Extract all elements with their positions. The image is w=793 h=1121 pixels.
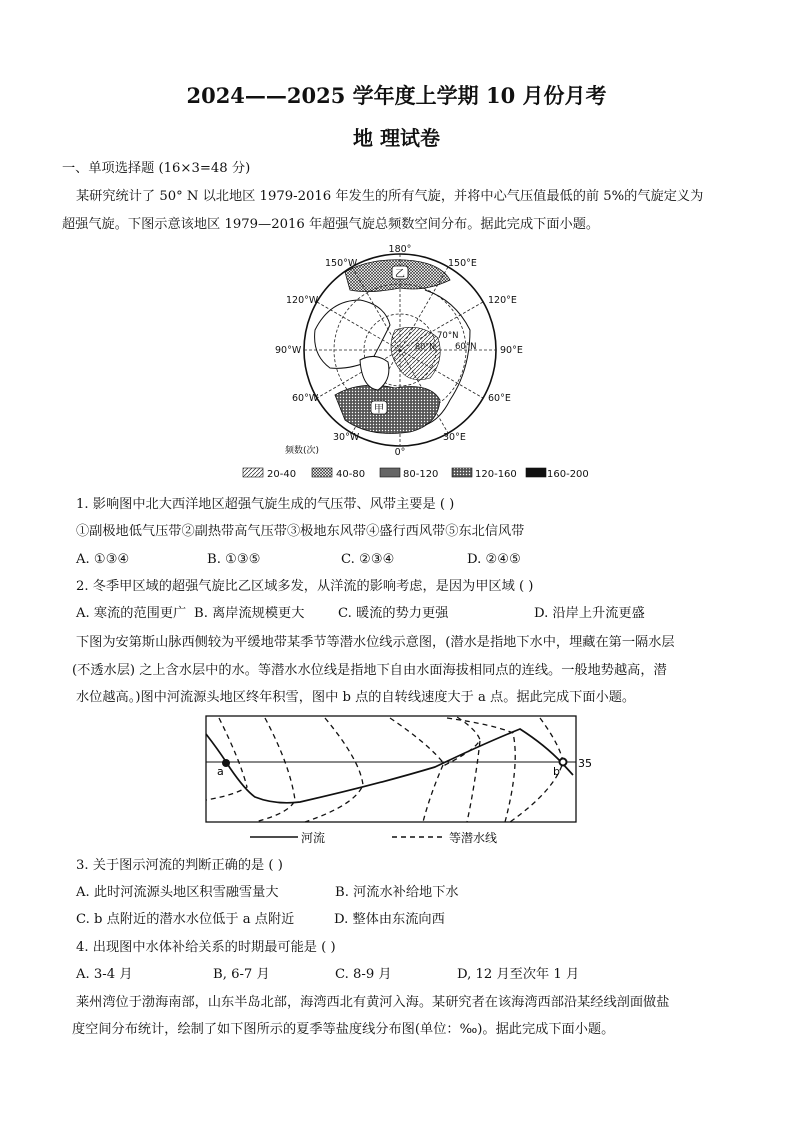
lon-label-30w: 30°W (333, 432, 360, 443)
q2-option-c[interactable]: C. 暖流的势力更强 (338, 606, 449, 621)
legend-swatch-40-80 (312, 468, 332, 477)
exam-subtitle: 地 理试卷 (353, 126, 440, 150)
legend-label-160-200: 160-200 (547, 469, 589, 480)
polar-cyclone-map (0, 240, 793, 480)
legend-label-40-80: 40-80 (336, 469, 366, 480)
groundwater-isoline-diagram (195, 705, 595, 850)
passage2-line-3: 水位越高。)图中河流源头地区终年积雪，图中 b 点的自转线速度大于 a 点。据此完成下面小题。 (76, 690, 636, 705)
region-label-jia: 甲 (374, 404, 384, 415)
legend-label-120-160: 120-160 (475, 469, 517, 480)
q1-stem: 1. 影响图中北大西洋地区超强气旋生成的气压带、风带主要是 ( ) (76, 497, 455, 512)
legend-swatch-120-160 (452, 468, 472, 477)
legend-swatch-80-120 (380, 468, 400, 477)
q2-option-d[interactable]: D. 沿岸上升流更盛 (534, 606, 645, 621)
q2-option-a[interactable]: A. 寒流的范围更广 (76, 606, 187, 621)
lon-label-150w: 150°W (325, 258, 358, 269)
q4-option-c[interactable]: C. 8-9 月 (335, 967, 392, 982)
point-a-label: a (217, 765, 224, 778)
q3-option-a[interactable]: A. 此时河流源头地区积雪融雪量大 (76, 885, 279, 900)
passage1-line-1: 某研究统计了 50° N 以北地区 1979-2016 年发生的所有气旋，并将中心气压值最低的前 5%的气旋定义为 (76, 189, 704, 204)
lon-label-90w: 90°W (275, 345, 302, 356)
point-b-label: b (553, 765, 560, 778)
diagram-frame (206, 716, 576, 822)
lon-label-90e: 90°E (500, 345, 523, 356)
q4-stem: 4. 出现图中水体补给关系的时期最可能是 ( ) (76, 940, 336, 955)
legend-isoline-label: 等潜水线 (449, 831, 498, 845)
lon-label-120w: 120°W (286, 295, 319, 306)
q1-option-a[interactable]: A. ①③④ (76, 552, 130, 567)
q4-option-d[interactable]: D, 12 月至次年 1 月 (457, 967, 580, 982)
q3-stem: 3. 关于图示河流的判断正确的是 ( ) (76, 858, 283, 873)
passage3-line-1: 莱州湾位于渤海南部，山东半岛北部，海湾西北有黄河入海。某研究者在该海湾西部沿某经线剖面做盐 (76, 995, 670, 1010)
passage3-line-2: 度空间分布统计，绘制了如下图所示的夏季等盐度线分布图(单位：‰)。据此完成下面小题。 (72, 1022, 615, 1037)
figure1-legend (240, 464, 589, 482)
q2-stem: 2. 冬季甲区域的超强气旋比乙区域多发，从洋流的影响考虑，是因为甲区域 ( ) (76, 579, 534, 594)
region-label-yi: 乙 (395, 269, 405, 280)
q2-option-b[interactable]: B. 离岸流规模更大 (194, 606, 305, 621)
lon-label-30e: 30°E (443, 432, 466, 443)
q3-option-b[interactable]: B. 河流水补给地下水 (335, 885, 459, 900)
passage2-line-2: (不透水层) 之上含水层中的水。等潜水水位线是指地下自由水面海拔相同点的连线。一般地势越高，潜 (72, 663, 667, 678)
lat-label-60n: 60°N (455, 342, 477, 352)
legend-swatch-20-40 (243, 468, 263, 477)
q1-option-d[interactable]: D. ②④⑤ (467, 552, 521, 567)
lon-label-60w: 60°W (292, 393, 319, 404)
legend-title: 频数(次) (285, 446, 320, 456)
q1-note: ①副极地低气压带②副热带高气压带③极地东风带④盛行西风带⑤东北信风带 (76, 524, 525, 539)
lat-label-70n: 70°N (437, 331, 459, 341)
exam-title: 2024——2025 学年度上学期 10 月份月考 (186, 83, 607, 108)
q4-option-b[interactable]: B, 6-7 月 (213, 967, 270, 982)
lat-label-80n: 80°N (415, 342, 436, 351)
lon-label-120e: 120°E (488, 295, 517, 306)
passage2-line-1: 下图为安第斯山脉西侧较为平缓地带某季节等潜水位线示意图，(潜水是指地下水中，埋藏在第一隔水层 (76, 635, 675, 650)
passage1-line-2: 超强气旋。下图示意该地区 1979—2016 年超强气旋总频数空间分布。据此完成下面小题。 (62, 217, 600, 232)
q3-option-c[interactable]: C. b 点附近的潜水水位低于 a 点附近 (76, 912, 295, 927)
q1-option-b[interactable]: B. ①③⑤ (207, 552, 261, 567)
point-b-marker (560, 759, 567, 766)
q3-option-d[interactable]: D. 整体由东流向西 (334, 912, 445, 927)
q4-option-a[interactable]: A. 3-4 月 (76, 967, 133, 982)
legend-label-20-40: 20-40 (267, 469, 297, 480)
lon-label-150e: 150°E (448, 258, 477, 269)
section-heading: 一、单项选择题 (16×3=48 分) (62, 161, 251, 176)
legend-swatch-160-200 (526, 468, 546, 477)
legend-label-80-120: 80-120 (403, 469, 439, 480)
lon-label-0: 0° (394, 447, 406, 458)
lon-label-180: 180° (388, 244, 412, 255)
latitude-value-label: 35 (578, 757, 592, 770)
q1-option-c[interactable]: C. ②③④ (341, 552, 395, 567)
legend-river-label: 河流 (301, 831, 326, 845)
lon-label-60e: 60°E (488, 393, 511, 404)
